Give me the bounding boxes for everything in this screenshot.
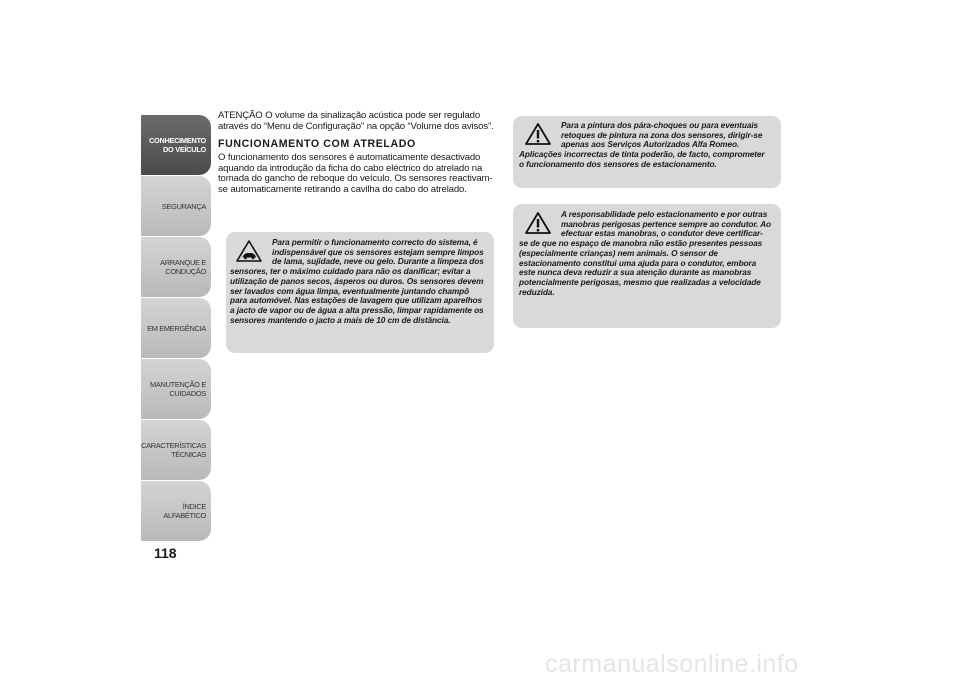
watermark: carmanualsonline.info — [545, 650, 799, 678]
tab-indice-alfabetico[interactable]: ÍNDICE ALFABÉTICO — [141, 481, 211, 541]
intro-paragraph: ATENÇÃO O volume da sinalização acústica pode ser regulado através do “Menu de Configuração" na opção “Volume dos avisos”. — [218, 110, 494, 132]
tab-caracteristicas-tecnicas[interactable]: CARACTERÍSTICAS TÉCNICAS — [141, 420, 211, 480]
car-caution-icon — [236, 240, 262, 262]
warning-text-responsibility: A responsabilidade pelo estacionamento e por outras manobras perigosas pertence sempre ao condutor. Ao efectuar estas manobras, o condutor deve certificar-se de que no espaço de manobra não estão presentes pessoas (especialmente crianças) nem animais. O sensor de estacionamento constitui uma ajuda para o condutor, embora este nunca deva reduzir a sua atenção durante as manobras potencialmente perigosas, mesmo que realizadas a velocidade reduzida. — [519, 209, 772, 297]
left-column — [218, 111, 494, 196]
exclamation-triangle-icon — [525, 123, 551, 145]
tab-em-emergencia[interactable]: EM EMERGÊNCIA — [141, 298, 211, 358]
chapter-sidebar — [141, 115, 211, 542]
warning-box-responsibility — [513, 204, 781, 328]
exclamation-triangle-icon — [525, 212, 551, 234]
tab-arranque-e-conducao[interactable]: ARRANQUE E CONDUÇÃO — [141, 237, 211, 297]
warning-text-sensor-cleaning: Para permitir o funcionamento correcto do sistema, é indispensável que os sensores estejam sempre limpos de lama, sujidade, neve ou gelo. Durante a limpeza dos sensores, ter o máximo cuidado para não os danificar; evitar a utilização de panos secos, ásperos ou duros. Os sensores devem ser lavados com água limpa, eventualmente juntando champô para automóvel. Nas estações de lavagem que utilizam aparelhos a jacto de vapor ou de água a alta pressão, limpar rapidamente os sensores mantendo o jacto a mais de 10 cm de distância. — [230, 237, 484, 325]
body-paragraph: O funcionamento dos sensores é automaticamente desactivado aquando da introdução da ficha do cabo eléctrico do atrelado na tomada do gancho de reboque do veículo. Os sensores reactivam-se automaticamente retirando a cavilha do cabo do atrelado. — [218, 152, 493, 195]
section-heading: FUNCIONAMENTO COM ATRELADO — [218, 138, 416, 151]
page-number: 118 — [154, 545, 177, 561]
tab-seguranca[interactable]: SEGURANÇA — [141, 176, 211, 236]
tab-conhecimento-do-veiculo[interactable]: CONHECIMENTO DO VEÍCULO — [141, 115, 211, 175]
warning-text-painting: Para a pintura dos pára-choques ou para eventuais retoques de pintura na zona dos sensores, dirigir-se apenas aos Serviços Autorizados Alfa Romeo. Aplicações incorrectas de tinta poderão, de facto, comprometer o funcionamento dos sensores de estacionamento. — [519, 120, 765, 169]
warning-box-painting — [513, 116, 781, 188]
warning-box-sensor-cleaning — [226, 232, 494, 353]
tab-manutencao-e-cuidados[interactable]: MANUTENÇÃO E CUIDADOS — [141, 359, 211, 419]
